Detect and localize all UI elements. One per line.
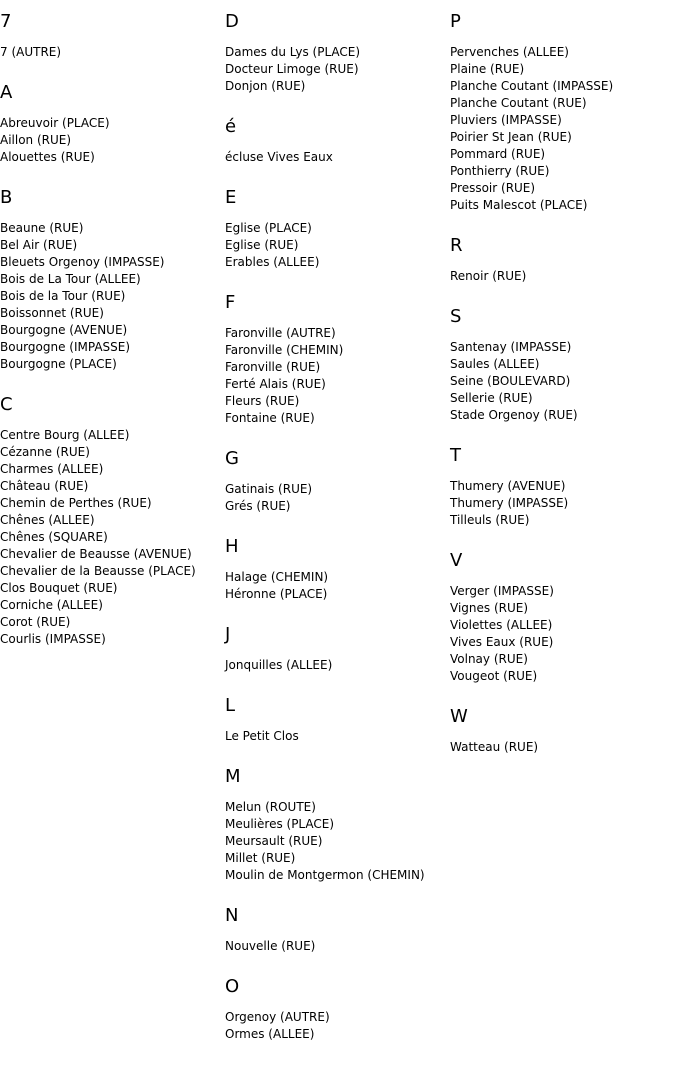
letter-group: [0, 81, 225, 166]
letter-group: [450, 705, 675, 756]
street-item[interactable]: Vives Eaux (RUE): [450, 635, 554, 649]
street-item[interactable]: Chênes (ALLEE): [0, 513, 95, 527]
street-item[interactable]: Chênes (SQUARE): [0, 530, 108, 544]
letter-heading: S: [450, 306, 462, 327]
street-item[interactable]: Ormes (ALLEE): [225, 1027, 315, 1041]
column-2: [225, 10, 450, 1063]
street-item[interactable]: Fontaine (RUE): [225, 411, 315, 425]
street-list: [450, 478, 675, 529]
street-item[interactable]: Bourgogne (IMPASSE): [0, 340, 131, 354]
street-item[interactable]: Chevalier de la Beausse (PLACE): [0, 564, 196, 578]
street-item[interactable]: Abreuvoir (PLACE): [0, 116, 110, 130]
letter-heading: E: [225, 187, 237, 208]
street-list: [225, 728, 450, 745]
street-item[interactable]: Moulin de Montgermon (CHEMIN): [225, 868, 425, 882]
street-item[interactable]: Faronville (CHEMIN): [225, 343, 344, 357]
street-item[interactable]: Clos Bouquet (RUE): [0, 581, 118, 595]
letter-group: [225, 291, 450, 427]
street-item[interactable]: Héronne (PLACE): [225, 587, 328, 601]
street-item[interactable]: Violettes (ALLEE): [450, 618, 553, 632]
street-item[interactable]: Tilleuls (RUE): [450, 513, 530, 527]
street-item[interactable]: Fleurs (RUE): [225, 394, 300, 408]
street-item[interactable]: Sellerie (RUE): [450, 391, 533, 405]
street-item[interactable]: Bourgogne (PLACE): [0, 357, 117, 371]
letter-group: [225, 904, 450, 955]
street-list: [225, 569, 450, 603]
street-item[interactable]: Eglise (RUE): [225, 238, 299, 252]
street-item[interactable]: Volnay (RUE): [450, 652, 528, 666]
letter-group: [225, 447, 450, 515]
street-item[interactable]: Alouettes (RUE): [0, 150, 95, 164]
street-list: [450, 739, 675, 756]
letter-heading: H: [225, 536, 239, 557]
street-item[interactable]: Halage (CHEMIN): [225, 570, 329, 584]
street-list: [450, 268, 675, 285]
letter-group: [0, 10, 225, 61]
street-item[interactable]: Stade Orgenoy (RUE): [450, 408, 578, 422]
letter-heading: é: [225, 116, 237, 137]
letter-heading: J: [225, 624, 231, 645]
letter-heading: P: [450, 11, 461, 32]
column-3: [450, 10, 675, 776]
street-item[interactable]: Gatinais (RUE): [225, 482, 313, 496]
street-item[interactable]: Bleuets Orgenoy (IMPASSE): [0, 255, 165, 269]
letter-group: [0, 186, 225, 373]
letter-group: [450, 305, 675, 424]
street-item[interactable]: Verger (IMPASSE): [450, 584, 554, 598]
street-item[interactable]: Boissonnet (RUE): [0, 306, 104, 320]
street-list: [0, 44, 225, 61]
street-item[interactable]: Eglise (PLACE): [225, 221, 312, 235]
street-item[interactable]: Charmes (ALLEE): [0, 462, 104, 476]
letter-heading: M: [225, 766, 241, 787]
letter-group: [225, 694, 450, 745]
street-item[interactable]: Grés (RUE): [225, 499, 291, 513]
letter-group: [225, 115, 450, 166]
street-item[interactable]: 7 (AUTRE): [0, 45, 62, 59]
street-item[interactable]: Le Petit Clos: [225, 729, 299, 743]
letter-heading: L: [225, 695, 236, 716]
street-item[interactable]: Chevalier de Beausse (AVENUE): [0, 547, 192, 561]
street-list: [450, 339, 675, 424]
letter-heading: T: [450, 445, 461, 466]
letter-group: [225, 765, 450, 884]
letter-group: [450, 10, 675, 214]
letter-group: [225, 535, 450, 603]
street-item[interactable]: Renoir (RUE): [450, 269, 527, 283]
street-list: [225, 938, 450, 955]
street-list: [0, 427, 225, 648]
street-list: [225, 44, 450, 95]
street-item[interactable]: Pervenches (ALLEE): [450, 45, 569, 59]
street-item[interactable]: Thumery (AVENUE): [450, 479, 566, 493]
column-1: [0, 10, 225, 668]
letter-group: [225, 623, 450, 674]
letter-heading: V: [450, 550, 463, 571]
street-item[interactable]: Pommard (RUE): [450, 147, 546, 161]
letter-heading: A: [0, 82, 13, 103]
street-item[interactable]: Planche Coutant (IMPASSE): [450, 79, 614, 93]
street-item[interactable]: Saules (ALLEE): [450, 357, 540, 371]
street-item[interactable]: Vignes (RUE): [450, 601, 529, 615]
street-list: [225, 657, 450, 674]
street-item[interactable]: Plaine (RUE): [450, 62, 525, 76]
street-item[interactable]: Santenay (IMPASSE): [450, 340, 572, 354]
letter-heading: 7: [0, 11, 12, 32]
street-item[interactable]: Corot (RUE): [0, 615, 71, 629]
street-item[interactable]: Meursault (RUE): [225, 834, 323, 848]
street-item[interactable]: Chemin de Perthes (RUE): [0, 496, 152, 510]
street-list: [450, 583, 675, 685]
street-item[interactable]: Nouvelle (RUE): [225, 939, 316, 953]
street-item[interactable]: Pressoir (RUE): [450, 181, 536, 195]
street-item[interactable]: Meulières (PLACE): [225, 817, 335, 831]
street-item[interactable]: Orgenoy (AUTRE): [225, 1010, 330, 1024]
street-list: [0, 115, 225, 166]
street-list: [225, 481, 450, 515]
letter-heading: C: [0, 394, 13, 415]
street-item[interactable]: Cézanne (RUE): [0, 445, 90, 459]
letter-group: [225, 10, 450, 95]
street-item[interactable]: Docteur Limoge (RUE): [225, 62, 359, 76]
street-item[interactable]: Corniche (ALLEE): [0, 598, 103, 612]
street-list: [225, 799, 450, 884]
street-list: [0, 220, 225, 373]
letter-group: [450, 234, 675, 285]
street-item[interactable]: Millet (RUE): [225, 851, 296, 865]
street-item[interactable]: Centre Bourg (ALLEE): [0, 428, 130, 442]
letter-heading: O: [225, 976, 240, 997]
street-item[interactable]: Courlis (IMPASSE): [0, 632, 106, 646]
street-item[interactable]: Puits Malescot (PLACE): [450, 198, 588, 212]
street-list: [225, 149, 450, 166]
letter-heading: B: [0, 187, 13, 208]
letter-group: [225, 975, 450, 1043]
letter-group: [225, 186, 450, 271]
letter-group: [450, 549, 675, 685]
street-item[interactable]: Ferté Alais (RUE): [225, 377, 326, 391]
letter-heading: F: [225, 292, 236, 313]
street-item[interactable]: Bel Air (RUE): [0, 238, 78, 252]
street-item[interactable]: Thumery (IMPASSE): [450, 496, 569, 510]
street-item[interactable]: Donjon (RUE): [225, 79, 306, 93]
street-item[interactable]: Vougeot (RUE): [450, 669, 538, 683]
street-item[interactable]: Watteau (RUE): [450, 740, 539, 754]
street-item[interactable]: Beaune (RUE): [0, 221, 84, 235]
street-item[interactable]: Ponthierry (RUE): [450, 164, 550, 178]
street-item[interactable]: Poirier St Jean (RUE): [450, 130, 572, 144]
street-item[interactable]: Seine (BOULEVARD): [450, 374, 571, 388]
letter-group: [0, 393, 225, 648]
street-item[interactable]: écluse Vives Eaux: [225, 150, 333, 164]
street-item[interactable]: Bois de La Tour (ALLEE): [0, 272, 141, 286]
street-item[interactable]: Bourgogne (AVENUE): [0, 323, 128, 337]
street-item[interactable]: Château (RUE): [0, 479, 89, 493]
letter-heading: W: [450, 706, 468, 727]
street-item[interactable]: Erables (ALLEE): [225, 255, 320, 269]
street-list: [225, 325, 450, 427]
street-item[interactable]: Dames du Lys (PLACE): [225, 45, 361, 59]
street-item[interactable]: Aillon (RUE): [0, 133, 72, 147]
street-item[interactable]: Planche Coutant (RUE): [450, 96, 587, 110]
letter-group: [450, 444, 675, 529]
street-item[interactable]: Pluviers (IMPASSE): [450, 113, 562, 127]
street-item[interactable]: Faronville (RUE): [225, 360, 321, 374]
street-list: [450, 44, 675, 214]
street-list: [225, 1009, 450, 1043]
street-item[interactable]: Melun (ROUTE): [225, 800, 316, 814]
street-item[interactable]: Jonquilles (ALLEE): [225, 658, 333, 672]
street-item[interactable]: Bois de la Tour (RUE): [0, 289, 126, 303]
letter-heading: D: [225, 11, 239, 32]
letter-heading: R: [450, 235, 463, 256]
letter-heading: G: [225, 448, 239, 469]
street-list: [225, 220, 450, 271]
street-item[interactable]: Faronville (AUTRE): [225, 326, 336, 340]
letter-heading: N: [225, 905, 239, 926]
